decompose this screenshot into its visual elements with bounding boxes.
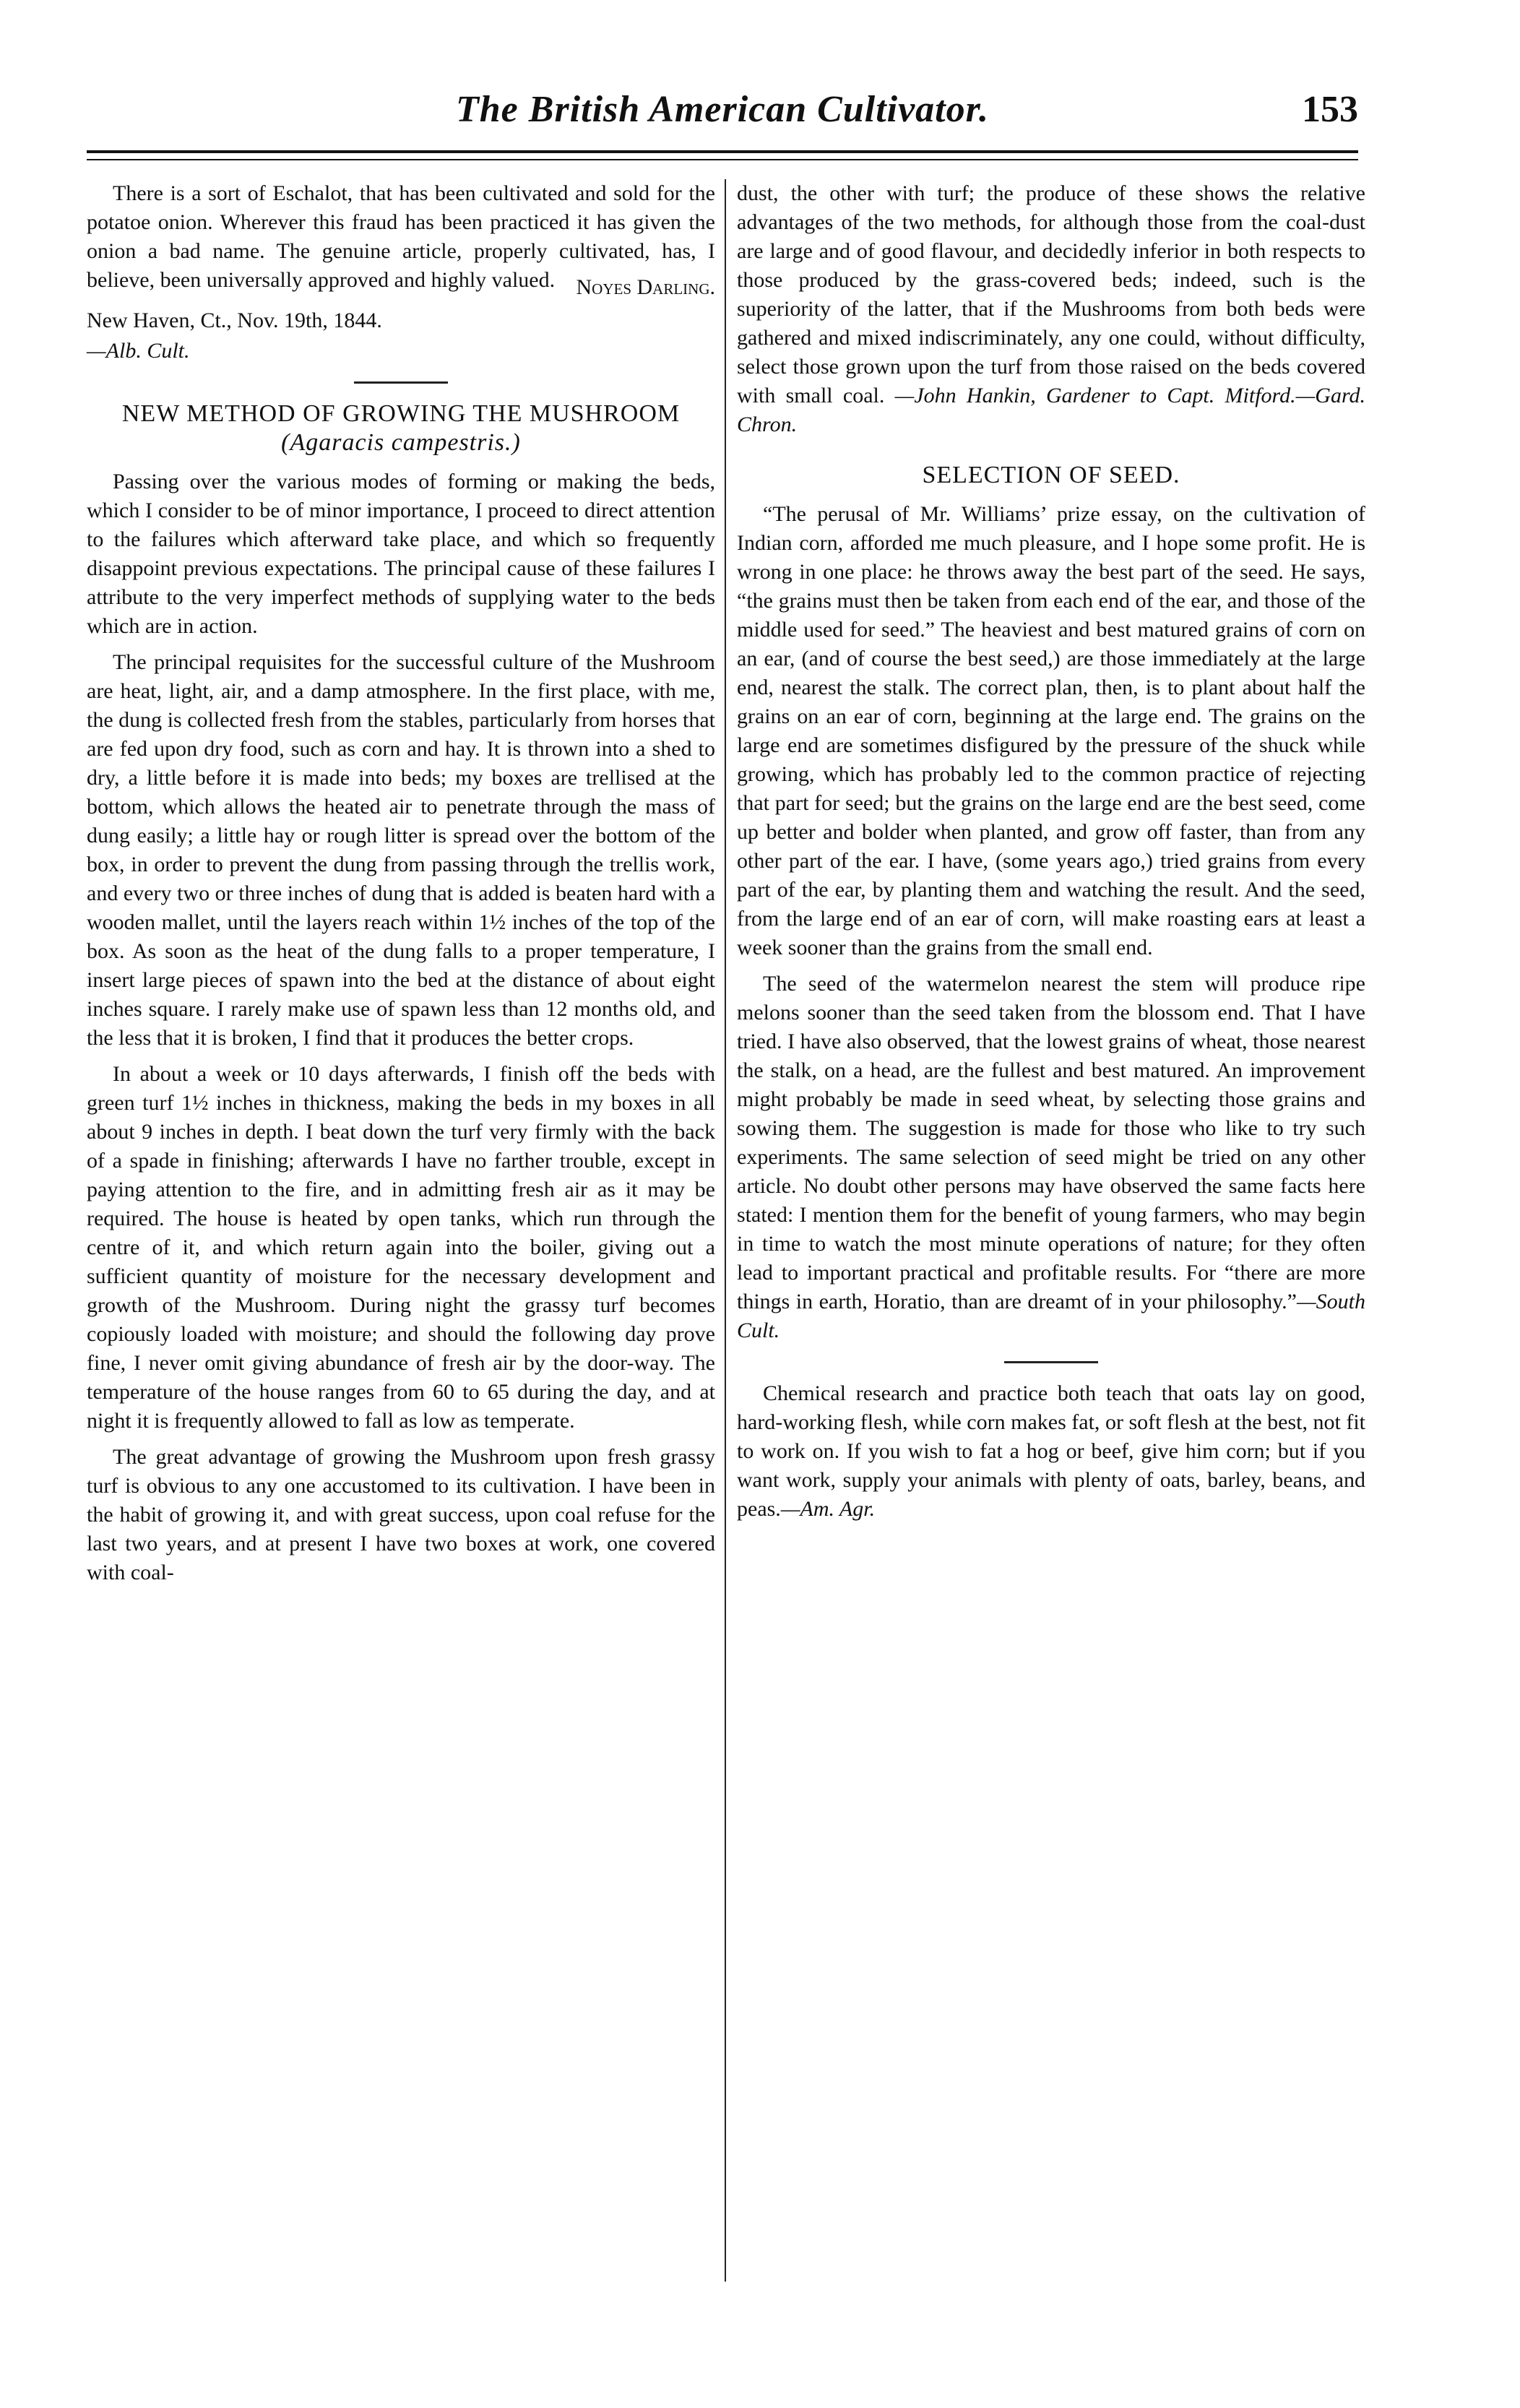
mushroom-paragraph-1: Passing over the various modes of forming or making the beds, which I consider to be of minor importance, I proceed to direct attention to the failures which afterward take place, and which so frequently disappoint previous expectations. The principal cause of these failures I attribute to the very imperfect methods of supplying water to the beds which are in action. — [87, 470, 715, 638]
oats-paragraph — [737, 1379, 1365, 1524]
seed-attribution: —South Cult. — [737, 1290, 1365, 1342]
page-number: 153 — [1302, 89, 1358, 130]
article-heading-mushroom — [87, 400, 715, 457]
section-rule — [354, 381, 448, 384]
oats-attribution: —Am. Agr. — [780, 1497, 876, 1521]
heading-subtitle: (Agaracis campestris.) — [281, 429, 521, 456]
seed-paragraph-2 — [737, 970, 1365, 1345]
seed-paragraph-1: “The perusal of Mr. Williams’ prize essay, on the cultivation of Indian corn, afforded me much pleasure, and I hope some profit. He is wrong in one place: he throws away the best part of the seed. He says, “the grains must then be taken from each end of the ear, and those of the middle used for seed.” The heaviest and best matured grains of corn on an ear, (and of course the best seed,) are those immediately at the large end, nearest the stalk. The correct plan, then, is to plant about half the grains on an ear of corn, beginning at the large end. The grains on the large end are sometimes disfigured by the pressure of the shuck while growing, which has probably led to the common practice of rejecting that part for seed; but the grains on the large end are the best seed, come up better and bolder when planted, and grow off faster, than from any other part of the ear. I have, (some years ago,) tried grains from every part of the ear, by planting them and watching the result. And the seed, from the large end of an ear of corn, will make roasting ears at least a week sooner than the grains from the small end. — [737, 502, 1365, 959]
page-header — [87, 88, 1358, 146]
author-signature: Noyes Darling. — [576, 275, 715, 299]
header-rule-thin — [87, 159, 1358, 160]
source-credit: —Alb. Cult. — [87, 339, 190, 363]
header-rule-thick — [87, 150, 1358, 153]
continuation-text: dust, the other with turf; the produce of these shows the relative advantages of the two methods, for although those from the coal-dust are large and of good flavour, and decidedly inferior in both respects to those produced by the grass-covered beds; indeed, such is the superiority of the latter, that if the Mushrooms from both beds were gathered and mixed indiscriminately, any one could, without difficulty, select those grown upon the turf from those raised on the beds covered with small coal. — [737, 181, 1365, 407]
seed-paragraph-2-text: The seed of the watermelon nearest the stem will produce ripe melons sooner than the seed taken from the blossom end. That I have tried. I have also observed, that the lowest grains of wheat, those nearest the stalk, on a head, are the fullest and best matured. An improvement might probably be made in seed wheat, by selecting those grains and sowing them. The suggestion is made for those who like to try such experiments. The same selection of seed might be tried on any other article. No doubt other persons may have observed the same facts here stated: I mention them for the benefit of young farmers, who may begin in time to watch the most minute operations of nature; for they often lead to important practical and profitable results. For “there are more things in earth, Horatio, than are dreamt of in your philosophy.” — [737, 972, 1365, 1313]
section-rule-right — [1004, 1361, 1098, 1363]
left-column — [87, 179, 715, 2292]
column-divider — [725, 179, 726, 2282]
mushroom-attribution: —John Hankin, Gardener to Capt. Mitford.—Gard. Chron. — [737, 384, 1366, 436]
mushroom-paragraph-4: The great advantage of growing the Mushroom upon fresh grassy turf is obvious to any one accustomed to its cultivation. I have been in the habit of growing it, and with great success, upon coal refuse for the last two years, and at present I have two boxes at work, one covered with coal- — [87, 1445, 715, 1584]
oats-paragraph-text: Chemical research and practice both teach that oats lay on good, hard-working flesh, while corn makes fat, or soft flesh at the best, not fit to work on. If you wish to fat a hog or beef, give him corn; but if you want work, supply your animals with plenty of oats, barley, beans, and peas. — [737, 1381, 1365, 1521]
mushroom-paragraph-2: The principal requisites for the successful culture of the Mushroom are heat, light, air, and a damp atmosphere. In the first place, with me, the dung is collected fresh from the stables, particularly from horses that are fed upon dry food, such as corn and hay. It is thrown into a shed to dry, a little before it is made into beds; my boxes are trellised at the bottom, which allows the heated air to penetrate through the mass of dung easily; a little hay or rough litter is spread over the bottom of the box, in order to prevent the dung from passing through the trellis work, and every two or three inches of dung that is added is beaten hard with a wooden mallet, until the layers reach within 1½ inches of the top of the box. As soon as the heat of the dung falls to a proper temperature, I insert large pieces of spawn into the bed at the distance of about eight inches square. I rarely make use of spawn less than 12 months old, and the less that it is broken, I find that it produces the better crops. — [87, 650, 715, 1050]
mushroom-continuation — [737, 179, 1365, 439]
article-heading-seed: SELECTION OF SEED. — [922, 462, 1180, 488]
running-title: The British American Cultivator. — [456, 89, 989, 130]
heading-main: NEW METHOD OF GROWING THE MUSHROOM — [121, 400, 681, 427]
right-column — [737, 179, 1365, 2292]
mushroom-paragraph-3: In about a week or 10 days afterwards, I finish off the beds with green turf 1½ inches in thickness, making the beds in my boxes in all about 9 inches in depth. I beat down the turf very firmly with the back of a spade in finishing; afterwards I have no farther trouble, except in paying attention to the fire, and in admitting fresh air as it may be required. The house is heated by open tanks, which run through the centre of it, and which return again into the boiler, giving out a sufficient quantity of moisture for the necessary development and growth of the Mushroom. During night the grassy turf becomes copiously loaded with moisture; and should the following day prove fine, I never omit giving abundance of fresh air by the door-way. The temperature of the house ranges from 60 to 65 during the day, and at night it is frequently allowed to fall as low as temperate. — [87, 1062, 715, 1433]
dateline: New Haven, Ct., Nov. 19th, 1844. — [87, 308, 382, 332]
eschalot-paragraph: There is a sort of Eschalot, that has been cultivated and sold for the potatoe onion. Wherever this fraud has been practiced it has given the onion a bad name. The genuine article, properly cultivated, has, I believe, been universally approved and highly valued. — [87, 181, 715, 292]
